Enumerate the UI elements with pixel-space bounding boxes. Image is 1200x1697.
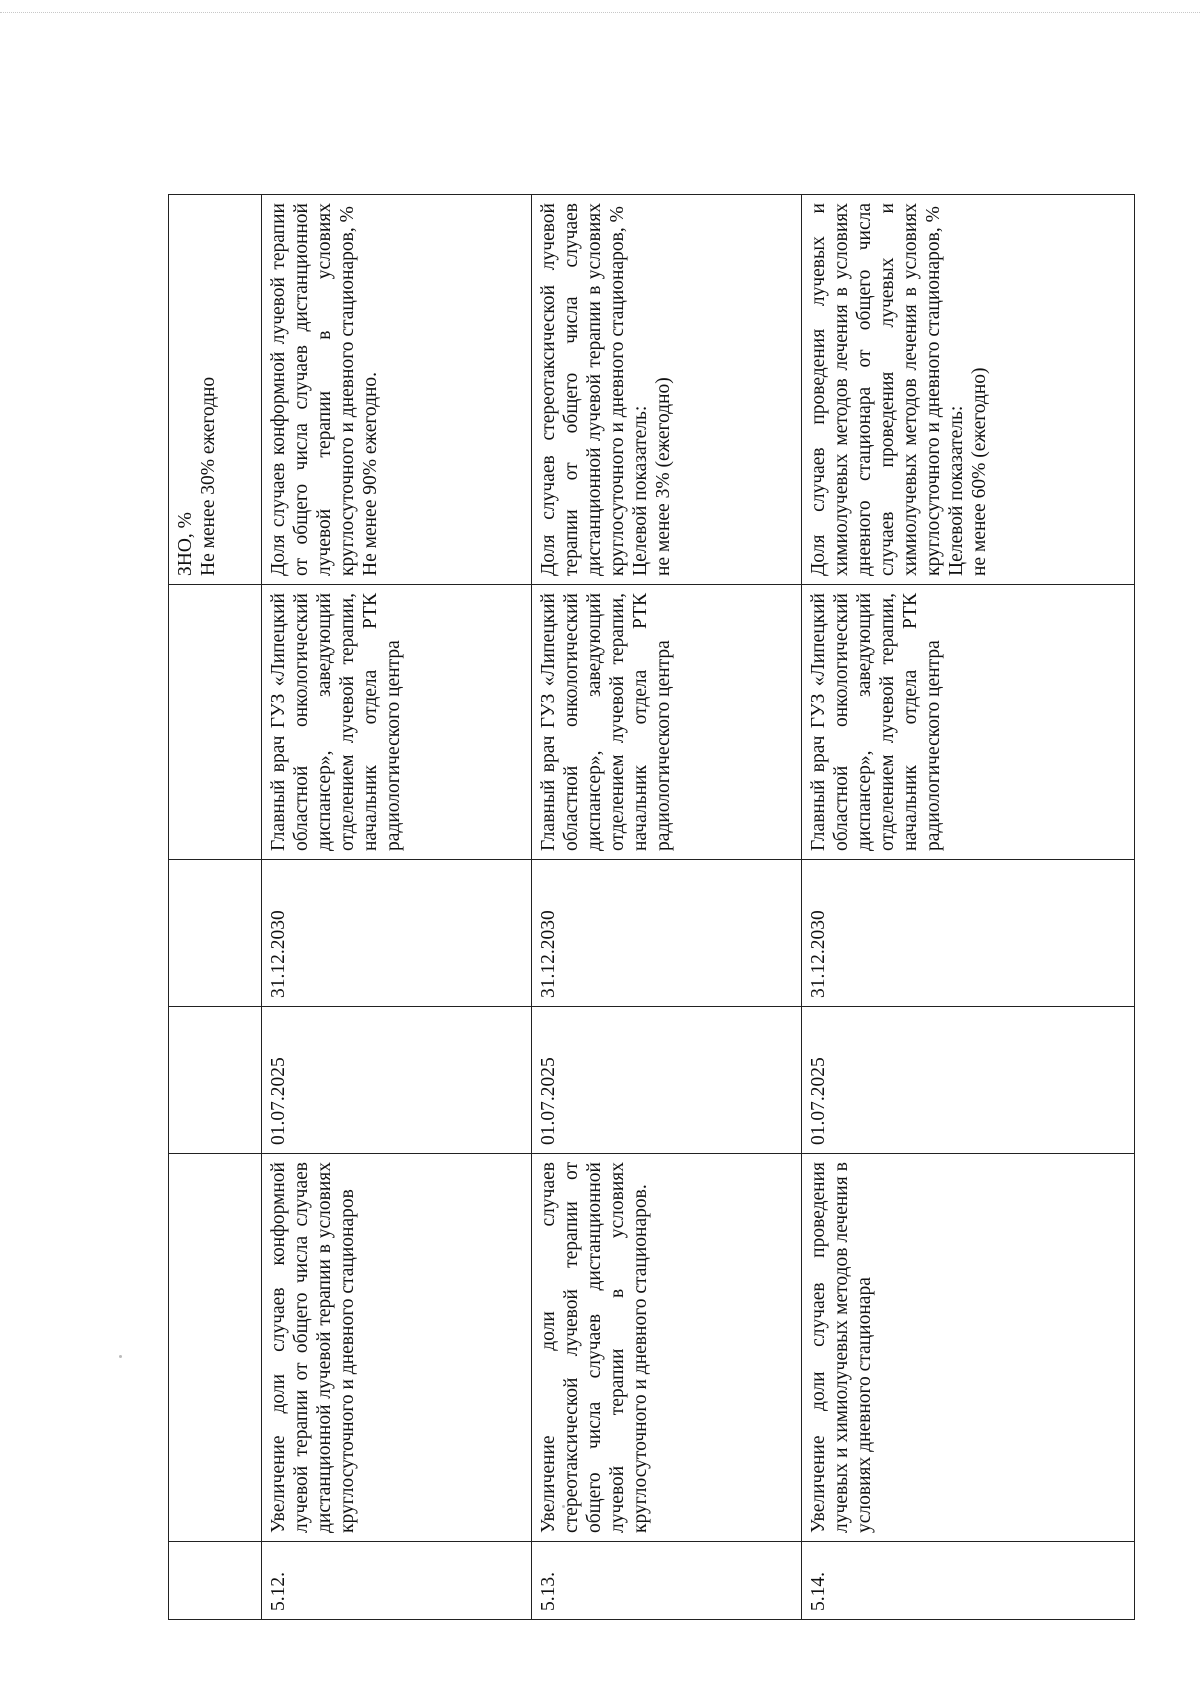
end-date: 31.12.2030 (262, 860, 532, 1007)
end-date: 31.12.2030 (802, 860, 1135, 1007)
start-date: 01.07.2025 (262, 1007, 532, 1154)
measure-text: Увеличение доли случаев стереотаксической лучевой терапии от общего числа случаев дистанционной лучевой терапии в условиях круглосуточного и дневного стационаров. (532, 1154, 802, 1542)
measure-text: Увеличение доли случаев конформной лучевой терапии от общего числа случаев дистанционной лучевой терапии в условиях круглосуточного и дневного стационаров (262, 1154, 532, 1542)
start-date: 01.07.2025 (802, 1007, 1135, 1154)
table-row (802, 195, 1135, 1620)
indicator-text: Доля случаев проведения лучевых и химиолучевых методов лечения в условиях дневного стационара от общего числа случаев проведения лучевых и химиолучевых методов лечения в условиях круглосуточного и дневного стационаров, % Целевой показатель: не менее 60% (ежегодно) (802, 195, 1135, 585)
measure-text: Увеличение доли случаев проведения лучевых и химиолучевых методов лечения в условиях дневного стационара (802, 1154, 1135, 1542)
continuation-row (169, 195, 262, 1620)
row-number: 5.13. (532, 1542, 802, 1620)
scan-edge (0, 12, 1200, 13)
rotated-table-wrapper (168, 195, 1123, 1620)
measures-table (168, 194, 1135, 1620)
responsible-text: Главный врач ГУЗ «Липецкий областной онкологический диспансер», заведующий отделением лучевой терапии, начальник отдела РТК радиологического центра (802, 585, 1135, 860)
end-date: 31.12.2030 (532, 860, 802, 1007)
row-number: 5.12. (262, 1542, 532, 1620)
cont-measure-cell (169, 1154, 262, 1542)
cont-start-cell (169, 1007, 262, 1154)
cont-responsible-cell (169, 585, 262, 860)
table-row (532, 195, 802, 1620)
cont-indicator-cell: ЗНО, % Не менее 30% ежегодно (169, 195, 262, 585)
row-number: 5.14. (802, 1542, 1135, 1620)
responsible-text: Главный врач ГУЗ «Липецкий областной онкологический диспансер», заведующий отделением лучевой терапии, начальник отдела РТК радиологического центра (262, 585, 532, 860)
table-row (262, 195, 532, 1620)
indicator-text: Доля случаев стереотаксической лучевой терапии от общего числа случаев дистанционной лучевой терапии в условиях круглосуточного и дневного стационаров, % Целевой показатель: не менее 3% (ежегодно) (532, 195, 802, 585)
scan-speck (119, 1355, 122, 1358)
cont-end-cell (169, 860, 262, 1007)
cont-num-cell (169, 1542, 262, 1620)
indicator-text: Доля случаев конформной лучевой терапии от общего числа случаев дистанционной лучевой терапии в условиях круглосуточного и дневного стационаров, % Не менее 90% ежегодно. (262, 195, 532, 585)
start-date: 01.07.2025 (532, 1007, 802, 1154)
responsible-text: Главный врач ГУЗ «Липецкий областной онкологический диспансер», заведующий отделением лучевой терапии, начальник отдела РТК радиологического центра (532, 585, 802, 860)
